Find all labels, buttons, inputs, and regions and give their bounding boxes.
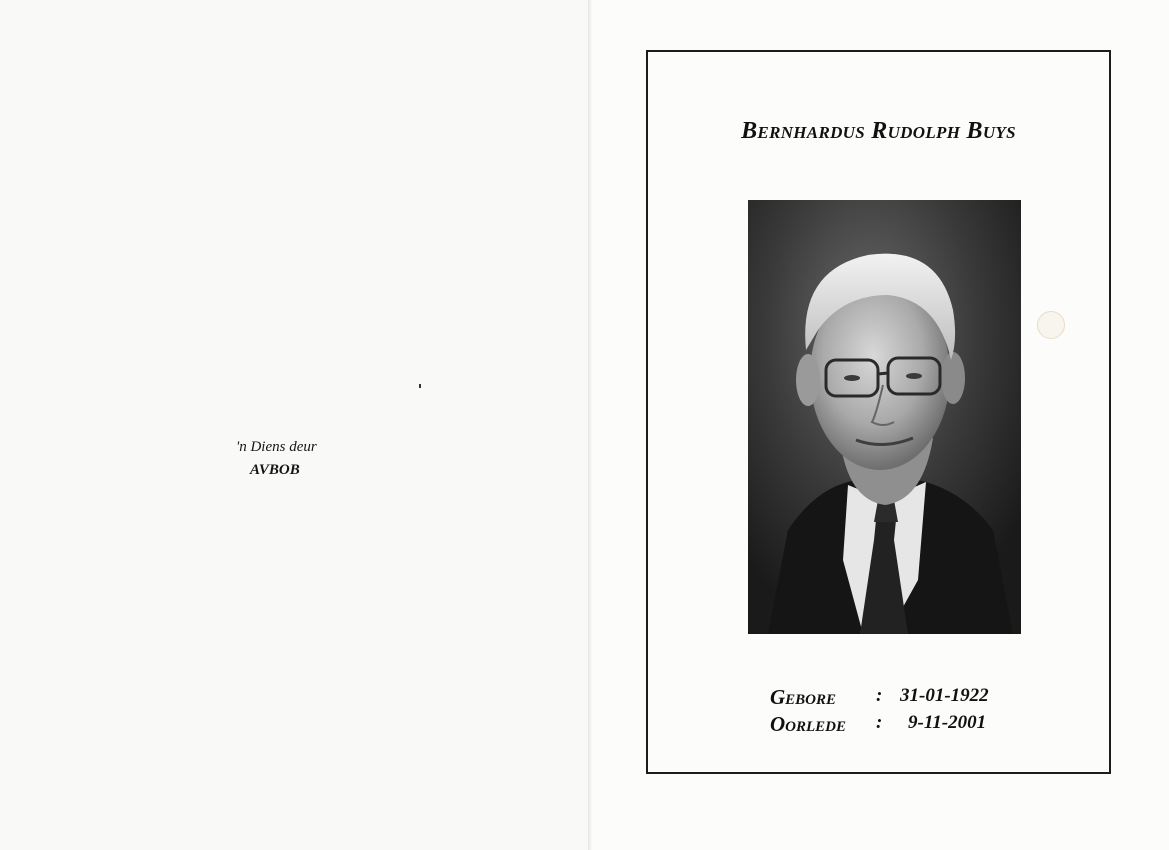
died-row — [770, 712, 1030, 739]
paper-smudge — [1037, 311, 1065, 339]
died-label: Oorlede — [770, 712, 847, 736]
stray-mark — [419, 384, 421, 388]
service-by-text: 'n Diens deur — [236, 439, 317, 455]
portrait-photo — [748, 200, 1021, 634]
born-row — [770, 685, 1030, 712]
died-date: 9-11-2001 — [908, 712, 987, 733]
died-separator: : — [876, 712, 883, 733]
provider-name: AVBOB — [250, 462, 300, 478]
born-date: 31-01-1922 — [900, 685, 989, 706]
born-label: Gebore — [770, 685, 837, 709]
deceased-name: Bernhardus Rudolph Buys — [741, 118, 1016, 144]
born-separator: : — [876, 685, 883, 706]
life-dates — [770, 685, 1030, 739]
